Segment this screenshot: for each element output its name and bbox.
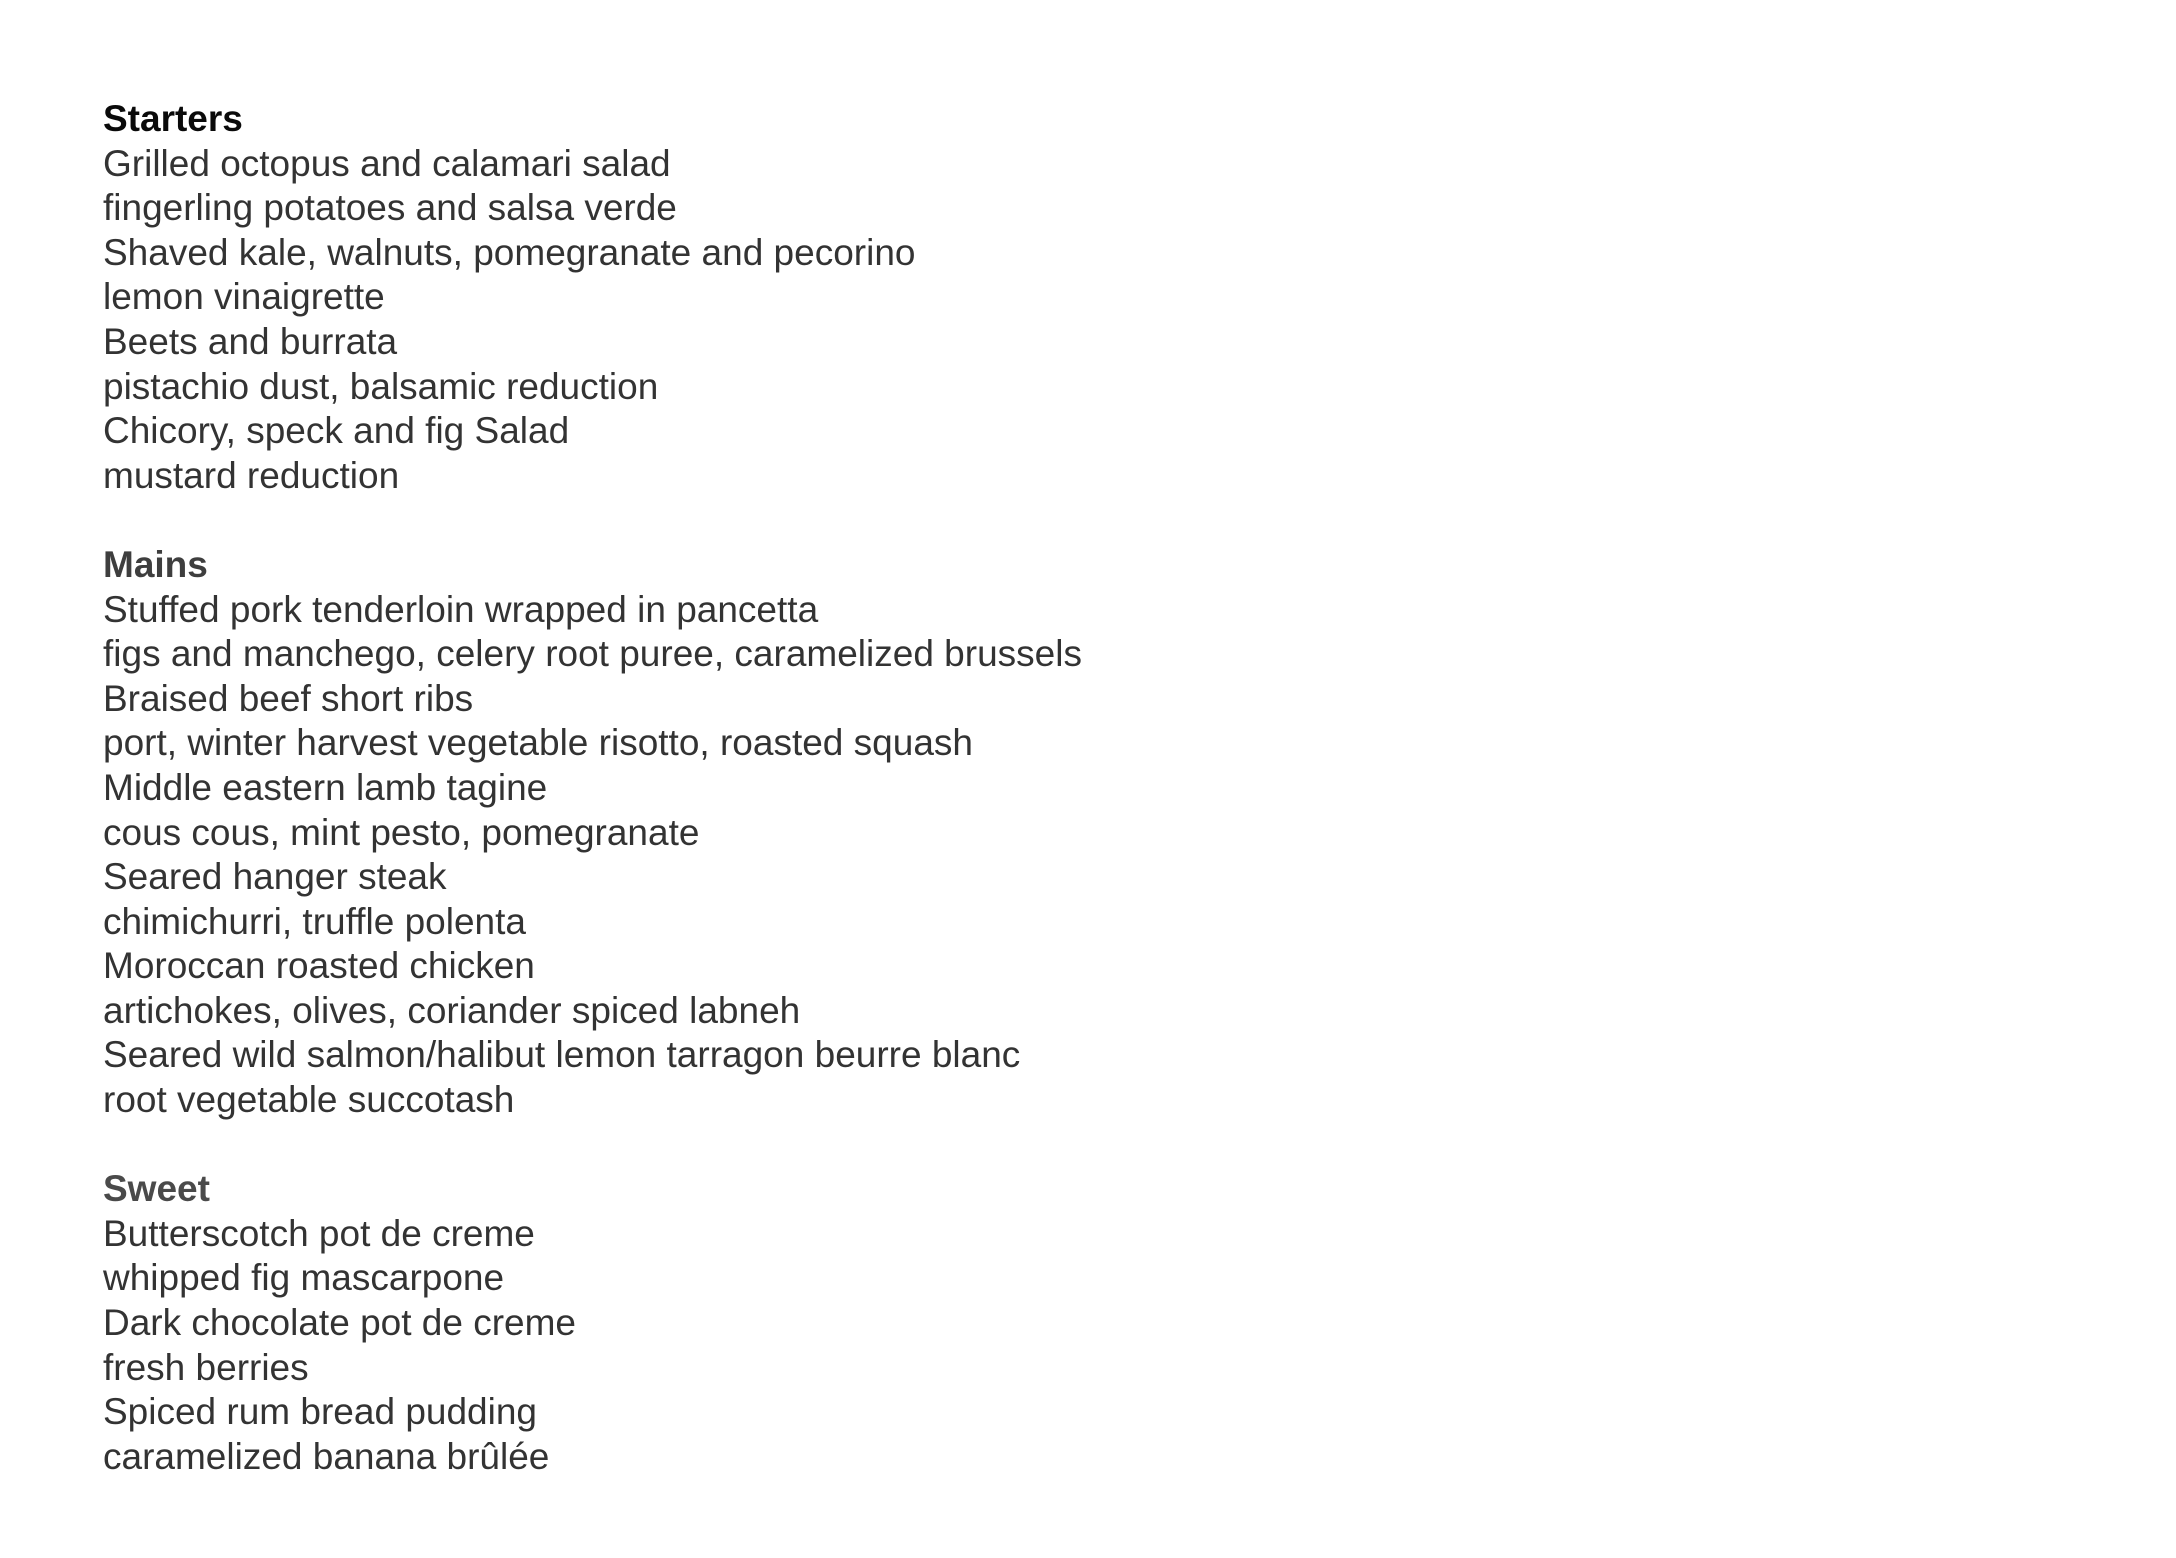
menu-line: Braised beef short ribs: [103, 677, 474, 719]
menu-line: figs and manchego, celery root puree, caramelized brussels: [103, 633, 1082, 675]
menu-line: Moroccan roasted chicken: [103, 945, 535, 987]
menu-line: whipped fig mascarpone: [103, 1257, 505, 1299]
sweet-list: [103, 1212, 1503, 1480]
menu-line: pistachio dust, balsamic reduction: [103, 365, 659, 407]
sweet-section: [103, 1167, 1503, 1479]
menu-line: mustard reduction: [103, 454, 400, 496]
menu-line: fingerling potatoes and salsa verde: [103, 187, 677, 229]
mains-heading: Mains: [103, 543, 208, 585]
menu-line: Stuffed pork tenderloin wrapped in pancetta: [103, 588, 819, 630]
sweet-heading: Sweet: [103, 1168, 210, 1210]
menu-line: Spiced rum bread pudding: [103, 1391, 538, 1433]
menu-line: Dark chocolate pot de creme: [103, 1302, 577, 1344]
menu-line: lemon vinaigrette: [103, 276, 385, 318]
starters-heading: Starters: [103, 98, 243, 139]
menu-line: Grilled octopus and calamari salad: [103, 142, 671, 184]
menu-line: fresh berries: [103, 1346, 309, 1388]
starters-list: [103, 142, 1503, 499]
menu-line: artichokes, olives, coriander spiced labneh: [103, 989, 801, 1031]
menu-line: root vegetable succotash: [103, 1079, 515, 1121]
menu-line: Seared wild salmon/halibut lemon tarragon beurre blanc: [103, 1034, 1021, 1076]
menu-line: Seared hanger steak: [103, 856, 447, 898]
menu-line: Chicory, speck and fig Salad: [103, 410, 570, 452]
menu-line: caramelized banana brûlée: [103, 1435, 550, 1477]
mains-list: [103, 588, 1503, 1123]
menu-line: Shaved kale, walnuts, pomegranate and pecorino: [103, 231, 916, 273]
starters-section: [103, 97, 1503, 498]
menu-line: port, winter harvest vegetable risotto, roasted squash: [103, 722, 973, 764]
menu-line: cous cous, mint pesto, pomegranate: [103, 811, 700, 853]
mains-section: [103, 543, 1503, 1123]
menu-line: chimichurri, truffle polenta: [103, 900, 526, 942]
menu-document: [103, 97, 1503, 1524]
menu-line: Middle eastern lamb tagine: [103, 766, 548, 808]
menu-line: Butterscotch pot de creme: [103, 1212, 535, 1254]
menu-line: Beets and burrata: [103, 320, 398, 362]
